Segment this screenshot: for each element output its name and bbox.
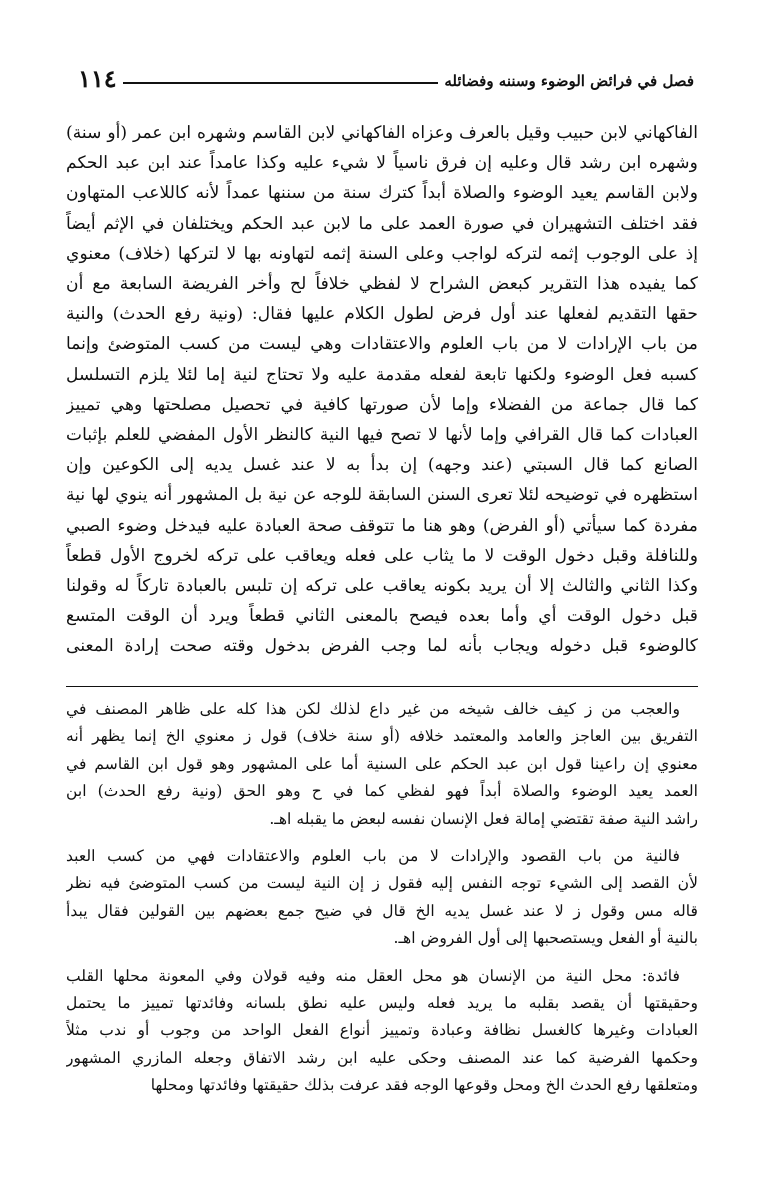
- footnotes: [66, 696, 698, 1110]
- main-text-line: الفاكهاني لابن حبيب وقيل بالعرف وعزاه الفاكهاني لابن القاسم وشهره ابن عمر (أو سنة): [66, 123, 698, 143]
- main-text-line: إذ على الوجوب إثمه لتركه لواجب وعلى السنة إثمه لتهاونه بها لا لتركها (خلاف) معنوي: [66, 243, 698, 264]
- footnote-line: معنوي إن راعينا قول ابن عبد الحكم على السنية أما على المشهور وهو قول ابن القاسم في: [66, 754, 698, 773]
- main-text-line: وكذا الثاني والثالث إلا أن يريد بكونه يعاقب على تركه إن تلبس بالعبادة تاركاً له وقولنا: [66, 576, 698, 597]
- page-number: ١١٤: [78, 64, 117, 93]
- header-rule: [123, 82, 439, 84]
- footnote-line: قاله مس وقول ز لا عند غسل يديه الخ قال في ضيح جمع بعضهم بين القولين فقال يبدأ: [66, 901, 698, 920]
- main-text-line: من باب الإرادات لا من باب العلوم والاعتقادات وهي ليست من كسب المتوضئ وإنما: [66, 334, 698, 355]
- main-text-line: ولابن القاسم يعيد الوضوء والصلاة أبداً كترك سنة من سننها عمداً لأنه كاللاعب المتهاون: [66, 183, 698, 204]
- main-text-line: حقها التقديم لفعلها عند أول فرض لطول الكلام عليها فقال: (ونية رفع الحدث) والنية: [66, 304, 698, 325]
- main-text-line: استظهره في توضيحه لئلا تعرى السنن السابقة للوجه عن نية بل المشهور أنه ينوي لها نية: [66, 485, 698, 506]
- main-text-line: وللنافلة وقبل دخول الوقت لا ما يثاب على فعله ويعاقب على تركه لخروج الأول قطعاً: [66, 545, 698, 566]
- footnote-paragraph: [66, 843, 698, 953]
- running-title: فصل في فرائض الوضوء وسننه وفضائله: [444, 72, 694, 90]
- page-header: [66, 54, 698, 94]
- main-text-line: وشهره ابن رشد قال وعليه إن فرق ناسياً لا شيء عليه وكذا عامداً عند ابن عبد الحكم: [66, 153, 698, 174]
- footnote-line: فالنية من باب القصود والإرادات لا من باب العلوم والاعتقادات فهي من كسب العبد: [66, 847, 680, 866]
- main-text-line: كالوضوء قبل دخوله ويجاب بأنه لما وجب الفرض بدخول وقته صحت إرادة المعنى: [66, 636, 698, 657]
- main-text-line: العبادات كما قال القرافي وإما لأنها لا تصح فيها النية كالنظر الأول المفضي للعلم بإثبات: [66, 425, 698, 446]
- footnote-line: بالنية أو الفعل ويستصحبها إلى أول الفروض اهـ.: [393, 929, 698, 948]
- footnote-separator: [66, 686, 698, 687]
- main-text-line: مفردة كما سيأتي (أو الفرض) وهو هنا ما تتوقف صحة العبادة عليه فيدخل وضوء الصبي: [66, 515, 698, 536]
- footnote-line: ومتعلقها رفع الحدث الخ ومحل وقوعها الوجه فقد عرفت بذلك حقيقتها وفائدتها ومحلها: [150, 1076, 698, 1095]
- footnote-line: وحكمها الفرضية كما عند المصنف وحكى عليه ابن رشد الاتفاق وجعله المازري المشهور: [66, 1048, 698, 1067]
- footnote-paragraph: [66, 696, 698, 833]
- main-text-line: فقد اختلف التشهيران في صورة العمد على ما لابن عبد الحكم ويختلفان في الإثم أيضاً: [66, 213, 698, 234]
- main-text-line: قبل دخول الوقت أي وأما بعده فيصح بالمعنى الثاني قطعاً ويرد أن الوقت المتسع: [66, 606, 698, 627]
- main-text-line: الصانع كما قال السبتي (عند وجهه) إن بدأ به لا عند غسل يديه إلى الكوعين وإن: [66, 455, 698, 476]
- main-text-line: كسبه فعل الوضوء ولكنها تابعة لفعله مقدمة عليه ولا تحتاج لنية إما لئلا يلزم التسلسل: [66, 364, 698, 385]
- footnote-line: العبادات وغيرها كالغسل نظافة وعبادة وتمييز أنواع الفعل الواحد من وجوب أو ندب مثلاً: [66, 1021, 698, 1040]
- footnote-paragraph: [66, 963, 698, 1100]
- footnote-line: راشد النية صفة تقتضي إمالة فعل الإنسان نفسه لبعض ما يقبله اهـ.: [269, 809, 698, 828]
- footnote-line: العمد يعيد الوضوء والصلاة أبداً فهو لفظي كما في ح وهو الحق (ونية رفع الحدث) ابن: [66, 782, 698, 801]
- footnote-line: فائدة: محل النية من الإنسان هو محل العقل منه وفيه قولان وفي المعونة محلها القلب: [66, 966, 680, 985]
- main-text: [66, 118, 698, 662]
- footnote-line: والعجب من ز كيف خالف شيخه من غير داع لذلك لكن هذا كله على ظاهر المصنف في: [66, 700, 680, 718]
- footnote-line: لأن القصد إلى الشيء توجه النفس إليه فقول ز إن النية ليست من كسب المتوضئ فيه نظر: [66, 874, 698, 893]
- footnote-line: وحقيقتها أن يقصد بقلبه ما يريد فعله وليس عليه نطق بلسانه وفائدتها تمييز ما يحتمل: [66, 994, 698, 1013]
- main-text-line: كما يفيده هذا التقرير كبعض الشراح لا لفظي خلافاً لح وأخر الفريضة السابعة مع أن: [66, 274, 698, 295]
- footnote-line: التفريق بين العاجز والعامد والمعتمد خلافه (أو سنة خلاف) قول ز معنوي الخ إنما يظهر أنه: [66, 727, 698, 746]
- main-text-line: كما قال جماعة من الفضلاء وإما لأن صورتها كافية في تحصيل مصلحتها وهي تمييز: [66, 394, 698, 415]
